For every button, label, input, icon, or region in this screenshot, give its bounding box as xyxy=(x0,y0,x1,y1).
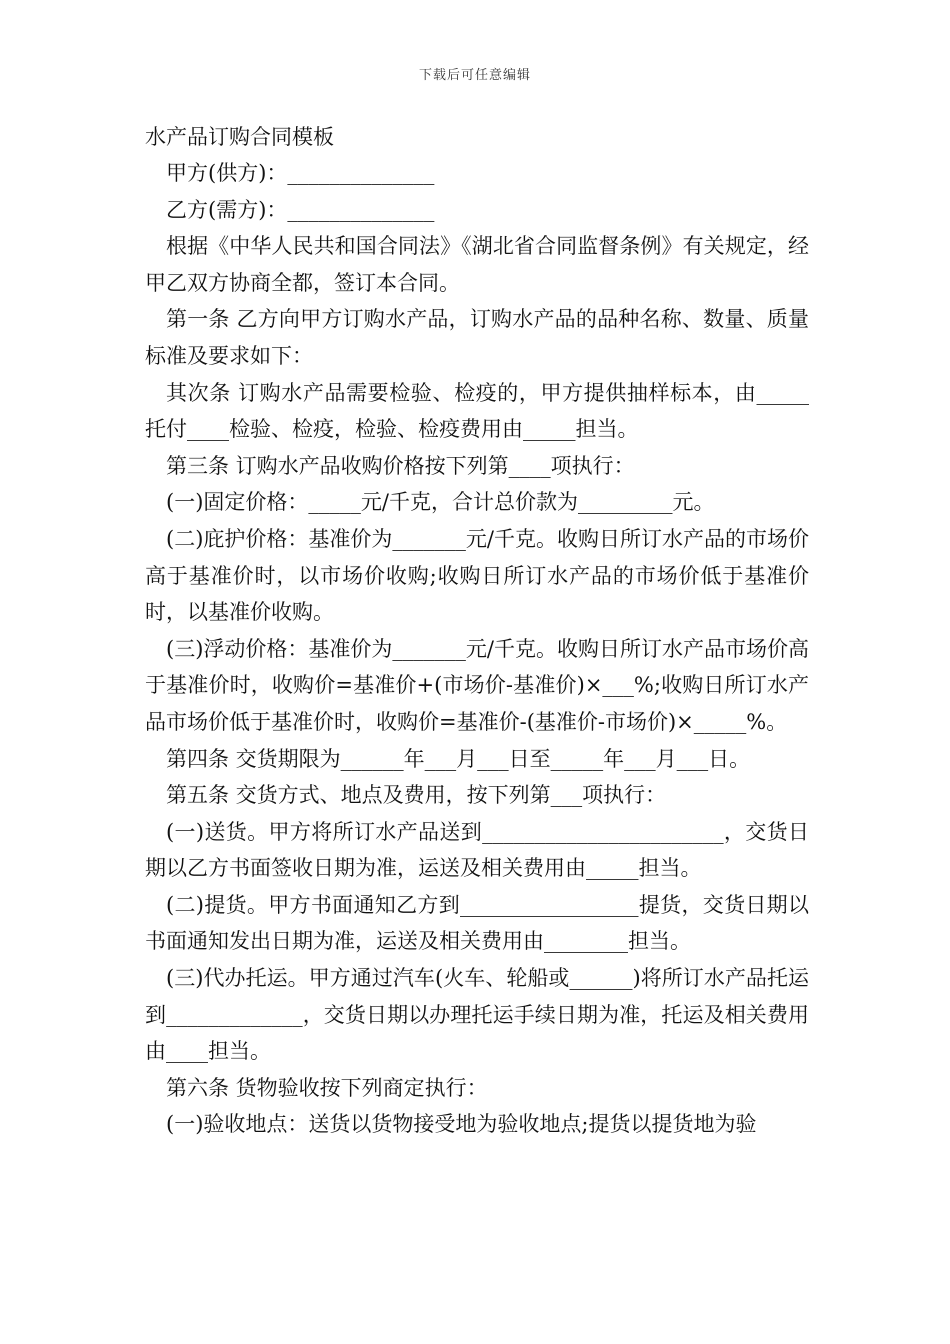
article-3-item-2: (二)庇护价格：基准价为_______元/千克。收购日所订水产品的市场价高于基准价时，以市场价收购;收购日所订水产品的市场价低于基准价时，以基准价收购。 xyxy=(145,526,809,625)
party-a-line: 甲方(供方)：______________ xyxy=(166,161,435,185)
article-5-item-3: (三)代办托运。甲方通过汽车(火车、轮船或______)将所订水产品托运到_____________，交货日期以办理托运手续日期为准，托运及相关费用由____担当。 xyxy=(145,966,809,1064)
article-6-item-1: (一)验收地点：送货以货物接受地为验收地点;提货以提货地为验 xyxy=(166,1112,757,1137)
article-3: 第三条 订购水产品收购价格按下列第____项执行： xyxy=(166,453,635,478)
article-3-item-1: (一)固定价格：_____元/千克，合计总价款为_________元。 xyxy=(166,490,715,515)
page-header-note: 下载后可任意编辑 xyxy=(418,68,531,83)
article-5-item-1: (一)送货。甲方将所订水产品送到_______________________，交货日期以乙方书面签收日期为准，运送及相关费用由_____担当。 xyxy=(145,819,809,881)
preamble-paragraph: 根据《中华人民共和国合同法》《湖北省合同监督条例》有关规定，经甲乙双方协商全都，签订本合同。 xyxy=(145,234,809,295)
article-5: 第五条 交货方式、地点及费用，按下列第___项执行： xyxy=(166,783,667,808)
article-5-item-2: (二)提货。甲方书面通知乙方到_________________提货，交货日期以书面通知发出日期为准，运送及相关费用由________担当。 xyxy=(145,892,809,954)
article-3-item-3: (三)浮动价格：基准价为_______元/千克。收购日所订水产品市场价高于基准价时，收购价=基准价+(市场价-基准价)×___%;收购日所订水产品市场价低于基准价时，收购价=基准价-(基准价-市场价)×_____%。 xyxy=(145,636,809,734)
document-body xyxy=(145,119,809,1143)
article-4: 第四条 交货期限为______年___月___日至_____年___月___日。 xyxy=(166,746,751,771)
article-2: 其次条 订购水产品需要检验、检疫的，甲方提供抽样标本，由_____托付____检验、检疫，检验、检疫费用由_____担当。 xyxy=(145,380,809,442)
article-6: 第六条 货物验收按下列商定执行： xyxy=(166,1075,488,1100)
document-title: 水产品订购合同模板 xyxy=(145,125,334,149)
party-b-line: 乙方(需方)：______________ xyxy=(166,197,435,222)
article-1: 第一条 乙方向甲方订购水产品，订购水产品的品种名称、数量、质量标准及要求如下： xyxy=(145,307,809,368)
